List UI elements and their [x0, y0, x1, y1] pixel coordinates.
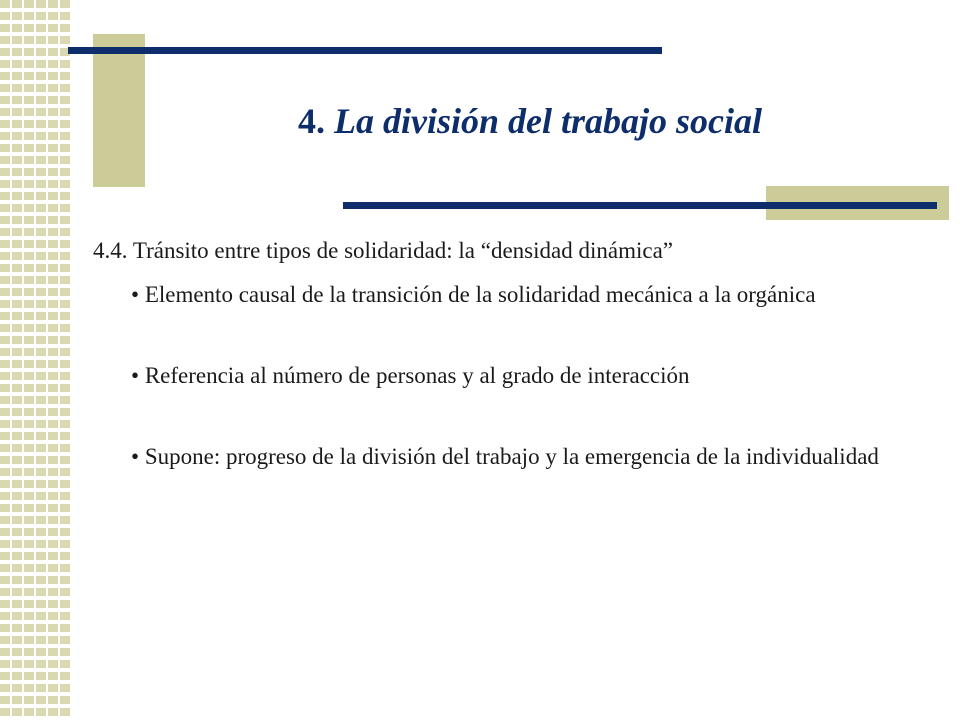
bullet-marker: •	[131, 363, 140, 388]
section-subtitle: 4.4. Tránsito entre tipos de solidaridad: la “densidad dinámica”	[93, 238, 673, 263]
title-number: 4.	[298, 101, 325, 141]
bullet-item	[131, 440, 923, 473]
bullet-text: Elemento causal de la transición de la solidaridad mecánica a la orgánica	[144, 282, 816, 307]
title-rule-bottom	[343, 202, 937, 209]
bullet-item	[131, 278, 923, 311]
bullet-marker: •	[131, 282, 140, 307]
bullet-marker: •	[131, 444, 140, 469]
decorative-block-left	[93, 34, 145, 187]
title-rule-top	[68, 47, 662, 54]
slide-content	[93, 234, 923, 473]
decorative-stripe-band	[0, 0, 70, 720]
title-text: La división del trabajo social	[334, 101, 762, 141]
slide-title	[150, 100, 910, 143]
bullet-item	[131, 359, 923, 392]
bullet-list	[93, 278, 923, 473]
bullet-text: Supone: progreso de la división del trabajo y la emergencia de la individualidad	[144, 444, 879, 469]
bullet-text: Referencia al número de personas y al grado de interacción	[144, 363, 690, 388]
